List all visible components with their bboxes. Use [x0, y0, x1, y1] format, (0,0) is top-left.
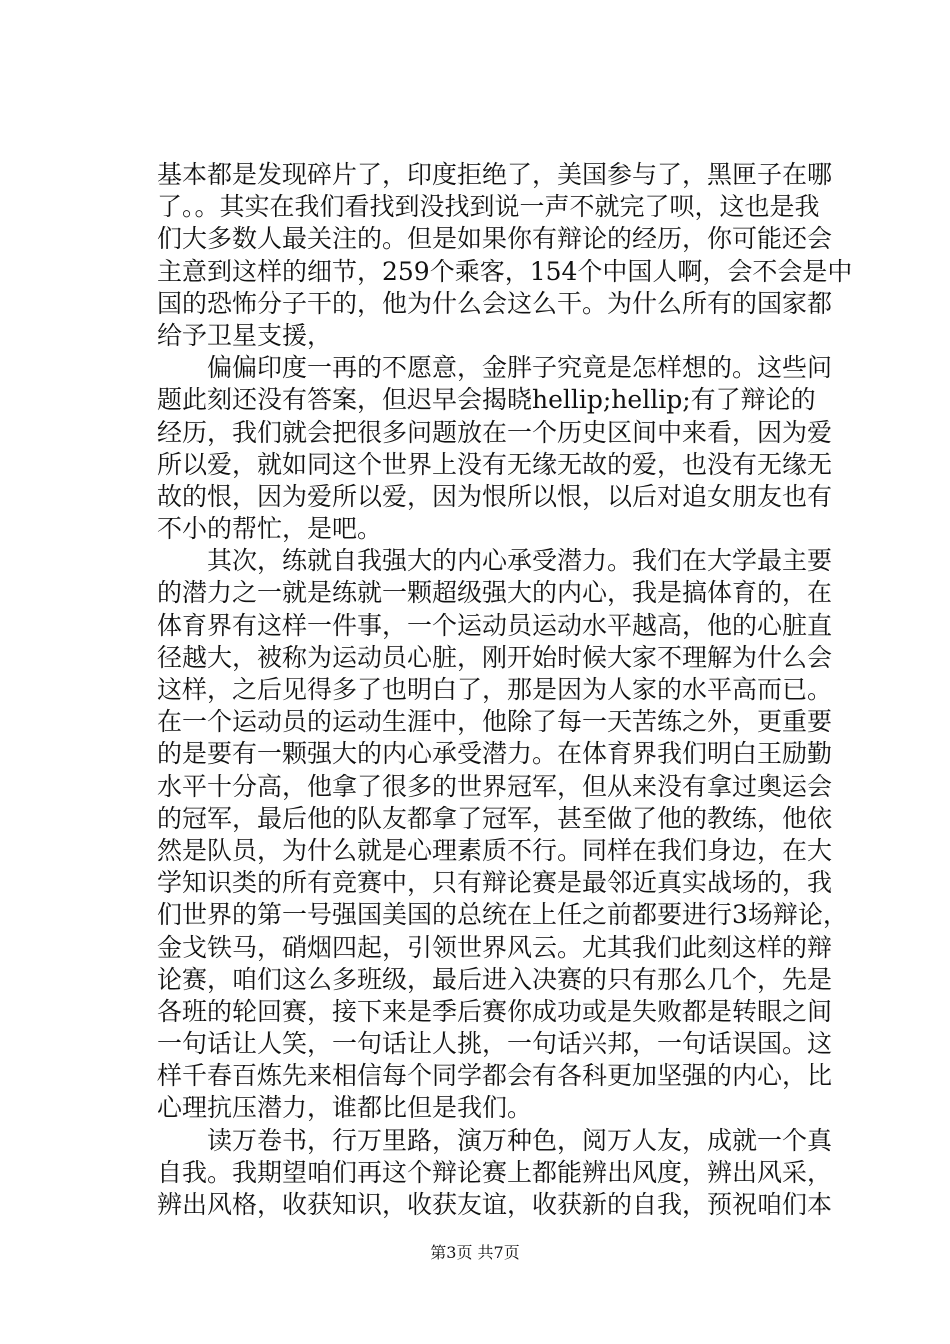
- text-line: 不小的帮忙，是吧。: [157, 514, 383, 543]
- text-line: 自我。我期望咱们再这个辩论赛上都能辨出风度，辨出风采，: [157, 1158, 833, 1187]
- text-line: 了。。其实在我们看找到没找到说一声不就完了呗，这也是我: [157, 192, 820, 221]
- text-line: 经历，我们就会把很多问题放在一个历史区间中来看，因为爱: [157, 418, 833, 447]
- text-line: 这样，之后见得多了也明白了，那是因为人家的水平高而已。: [157, 675, 833, 704]
- text-line: 金戈铁马，硝烟四起，引领世界风云。尤其我们此刻这样的辩: [157, 933, 833, 962]
- text-line: 心理抗压潜力，谁都比但是我们。: [157, 1093, 533, 1122]
- text-line: 读万卷书，行万里路，演万种色，阅万人友，成就一个真: [157, 1126, 833, 1155]
- text-line: 其次，练就自我强大的内心承受潜力。我们在大学最主要: [157, 546, 833, 575]
- text-line: 给予卫星支援，: [157, 321, 333, 350]
- text-line: 体育界有这样一件事，一个运动员运动水平越高，他的心脏直: [157, 611, 833, 640]
- text-line: 偏偏印度一再的不愿意，金胖子究竟是怎样想的。这些问: [157, 353, 833, 382]
- text-line: 水平十分高，他拿了很多的世界冠军，但从来没有拿过奥运会: [157, 772, 833, 801]
- text-line: 主意到这样的细节，259个乘客，154个中国人啊，会不会是中: [157, 257, 853, 286]
- text-line: 学知识类的所有竞赛中，只有辩论赛是最邻近真实战场的，我: [157, 868, 833, 897]
- text-line: 的冠军，最后他的队友都拿了冠军，甚至做了他的教练，他依: [157, 804, 833, 833]
- text-line: 的是要有一颗强大的内心承受潜力。在体育界我们明白王励勤: [157, 739, 833, 768]
- text-line: 所以爱，就如同这个世界上没有无缘无故的爱，也没有无缘无: [157, 450, 833, 479]
- text-line: 样千春百炼先来相信每个同学都会有各科更加坚强的内心，比: [157, 1061, 833, 1090]
- text-line: 辨出风格，收获知识，收获友谊，收获新的自我，预祝咱们本: [157, 1190, 833, 1219]
- text-line: 各班的轮回赛，接下来是季后赛你成功或是失败都是转眼之间: [157, 997, 833, 1026]
- text-line: 然是队员，为什么就是心理素质不行。同样在我们身边，在大: [157, 836, 833, 865]
- text-line: 的潜力之一就是练就一颗超级强大的内心，我是搞体育的，在: [157, 578, 833, 607]
- text-line: 论赛，咱们这么多班级，最后进入决赛的只有那么几个，先是: [157, 965, 833, 994]
- text-line: 们大多数人最关注的。但是如果你有辩论的经历，你可能还会: [157, 224, 833, 253]
- text-line: 径越大，被称为运动员心脏，刚开始时候大家不理解为什么会: [157, 643, 833, 672]
- page-number-footer: 第3页 共7页: [430, 1243, 520, 1262]
- text-line: 题此刻还没有答案，但迟早会揭晓hellip;hellip;有了辩论的: [157, 385, 816, 414]
- text-line: 在一个运动员的运动生涯中，他除了每一天苦练之外，更重要: [157, 707, 833, 736]
- text-line: 一句话让人笑，一句话让人挑，一句话兴邦，一句话误国。这: [157, 1029, 833, 1058]
- text-line: 国的恐怖分子干的，他为什么会这么干。为什么所有的国家都: [157, 289, 833, 318]
- text-line: 基本都是发现碎片了，印度拒绝了，美国参与了，黑匣子在哪: [157, 160, 833, 189]
- text-line: 故的恨，因为爱所以爱，因为恨所以恨，以后对追女朋友也有: [157, 482, 833, 511]
- text-line: 们世界的第一号强国美国的总统在上任之前都要进行3场辩论，: [157, 900, 848, 929]
